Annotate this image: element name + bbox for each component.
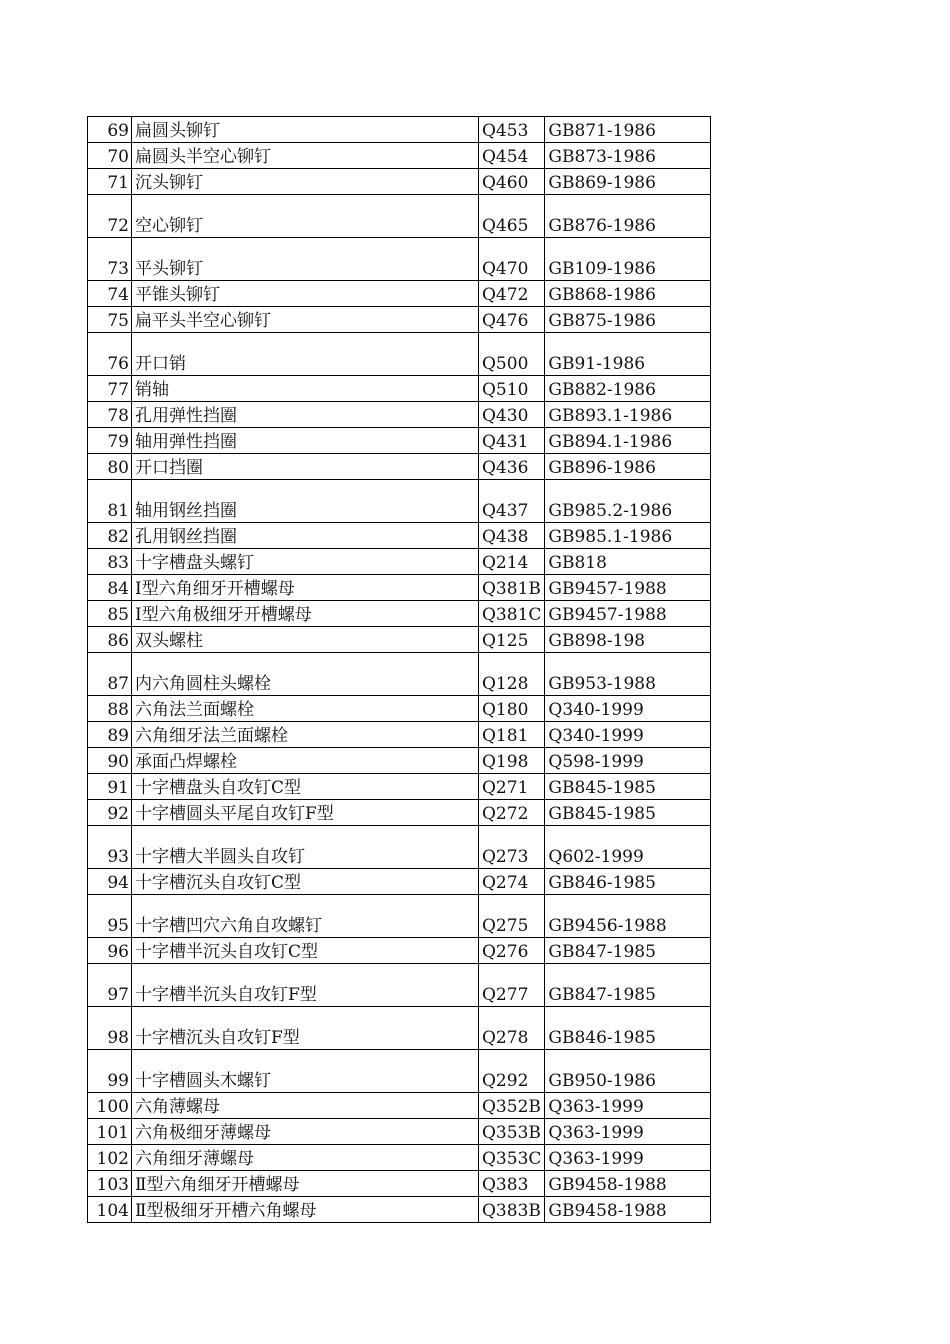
standard-cell: GB845-1985 (545, 774, 711, 800)
table-row (88, 895, 711, 938)
part-name-cell: 平头铆钉 (132, 238, 479, 281)
part-name-cell: 十字槽盘头自攻钉C型 (132, 774, 479, 800)
row-number-cell: 73 (88, 238, 132, 281)
row-number-cell: 71 (88, 169, 132, 195)
part-code-cell: Q460 (479, 169, 545, 195)
part-code-cell: Q381B (479, 575, 545, 601)
part-code-cell: Q271 (479, 774, 545, 800)
table-row (88, 549, 711, 575)
row-number-cell: 88 (88, 696, 132, 722)
part-name-cell: 沉头铆钉 (132, 169, 479, 195)
table-row (88, 653, 711, 696)
part-code-cell: Q431 (479, 428, 545, 454)
part-name-cell: 扁圆头铆钉 (132, 117, 479, 143)
part-name-cell: 十字槽沉头自攻钉F型 (132, 1007, 479, 1050)
part-name-cell: Ⅱ型六角细牙开槽螺母 (132, 1171, 479, 1197)
row-number-cell: 83 (88, 549, 132, 575)
part-name-cell: 开口销 (132, 333, 479, 376)
table-row (88, 601, 711, 627)
standard-cell: GB868-1986 (545, 281, 711, 307)
row-number-cell: 99 (88, 1050, 132, 1093)
part-name-cell: 平锥头铆钉 (132, 281, 479, 307)
part-name-cell: 承面凸焊螺栓 (132, 748, 479, 774)
standard-cell: GB845-1985 (545, 800, 711, 826)
part-code-cell: Q277 (479, 964, 545, 1007)
standard-cell: Q363-1999 (545, 1119, 711, 1145)
part-name-cell: 扁圆头半空心铆钉 (132, 143, 479, 169)
row-number-cell: 75 (88, 307, 132, 333)
table-row (88, 800, 711, 826)
row-number-cell: 101 (88, 1119, 132, 1145)
part-name-cell: 开口挡圈 (132, 454, 479, 480)
part-name-cell: 孔用弹性挡圈 (132, 402, 479, 428)
part-name-cell: 十字槽半沉头自攻钉C型 (132, 938, 479, 964)
part-code-cell: Q470 (479, 238, 545, 281)
standard-cell: GB846-1985 (545, 869, 711, 895)
part-name-cell: 十字槽大半圆头自攻钉 (132, 826, 479, 869)
standard-cell: GB875-1986 (545, 307, 711, 333)
row-number-cell: 84 (88, 575, 132, 601)
table-row (88, 696, 711, 722)
row-number-cell: 78 (88, 402, 132, 428)
part-code-cell: Q353B (479, 1119, 545, 1145)
row-number-cell: 77 (88, 376, 132, 402)
part-code-cell: Q128 (479, 653, 545, 696)
parts-table (87, 116, 711, 1223)
standard-cell: GB893.1-1986 (545, 402, 711, 428)
standard-cell: GB985.2-1986 (545, 480, 711, 523)
standard-cell: GB869-1986 (545, 169, 711, 195)
standard-cell: GB9457-1988 (545, 575, 711, 601)
table-row (88, 627, 711, 653)
part-name-cell: Ⅰ型六角极细牙开槽螺母 (132, 601, 479, 627)
standard-cell: GB896-1986 (545, 454, 711, 480)
part-code-cell: Q453 (479, 117, 545, 143)
part-name-cell: 双头螺柱 (132, 627, 479, 653)
standard-cell: GB953-1988 (545, 653, 711, 696)
standard-cell: GB9456-1988 (545, 895, 711, 938)
standard-cell: GB847-1985 (545, 938, 711, 964)
standard-cell: GB109-1986 (545, 238, 711, 281)
standard-cell: GB818 (545, 549, 711, 575)
part-code-cell: Q180 (479, 696, 545, 722)
row-number-cell: 81 (88, 480, 132, 523)
table-row (88, 454, 711, 480)
standard-cell: GB91-1986 (545, 333, 711, 376)
standard-cell: Q340-1999 (545, 722, 711, 748)
part-name-cell: 六角极细牙薄螺母 (132, 1119, 479, 1145)
row-number-cell: 86 (88, 627, 132, 653)
table-row (88, 117, 711, 143)
row-number-cell: 98 (88, 1007, 132, 1050)
part-name-cell: Ⅱ型极细牙开槽六角螺母 (132, 1197, 479, 1223)
table-row (88, 333, 711, 376)
standard-cell: GB9458-1988 (545, 1171, 711, 1197)
part-name-cell: 扁平头半空心铆钉 (132, 307, 479, 333)
standard-cell: GB873-1986 (545, 143, 711, 169)
part-name-cell: 空心铆钉 (132, 195, 479, 238)
part-code-cell: Q275 (479, 895, 545, 938)
standard-cell: GB846-1985 (545, 1007, 711, 1050)
table-row (88, 1119, 711, 1145)
part-code-cell: Q198 (479, 748, 545, 774)
table-row (88, 869, 711, 895)
standard-cell: GB9457-1988 (545, 601, 711, 627)
row-number-cell: 85 (88, 601, 132, 627)
table-row (88, 480, 711, 523)
part-name-cell: 轴用钢丝挡圈 (132, 480, 479, 523)
part-name-cell: Ⅰ型六角细牙开槽螺母 (132, 575, 479, 601)
row-number-cell: 103 (88, 1171, 132, 1197)
row-number-cell: 80 (88, 454, 132, 480)
part-name-cell: 十字槽盘头螺钉 (132, 549, 479, 575)
row-number-cell: 100 (88, 1093, 132, 1119)
part-code-cell: Q383 (479, 1171, 545, 1197)
part-name-cell: 孔用钢丝挡圈 (132, 523, 479, 549)
table-row (88, 376, 711, 402)
table-row (88, 402, 711, 428)
standard-cell: GB876-1986 (545, 195, 711, 238)
row-number-cell: 94 (88, 869, 132, 895)
table-row (88, 1007, 711, 1050)
table-row (88, 938, 711, 964)
part-code-cell: Q181 (479, 722, 545, 748)
part-name-cell: 内六角圆柱头螺栓 (132, 653, 479, 696)
standard-cell: GB847-1985 (545, 964, 711, 1007)
part-code-cell: Q437 (479, 480, 545, 523)
standard-cell: Q602-1999 (545, 826, 711, 869)
row-number-cell: 96 (88, 938, 132, 964)
table-row (88, 1093, 711, 1119)
part-code-cell: Q274 (479, 869, 545, 895)
parts-table-body (88, 117, 711, 1223)
part-code-cell: Q510 (479, 376, 545, 402)
part-code-cell: Q278 (479, 1007, 545, 1050)
part-name-cell: 十字槽圆头平尾自攻钉F型 (132, 800, 479, 826)
table-row (88, 307, 711, 333)
table-row (88, 428, 711, 454)
row-number-cell: 93 (88, 826, 132, 869)
standard-cell: GB871-1986 (545, 117, 711, 143)
part-name-cell: 十字槽沉头自攻钉C型 (132, 869, 479, 895)
row-number-cell: 69 (88, 117, 132, 143)
part-code-cell: Q500 (479, 333, 545, 376)
table-row (88, 195, 711, 238)
part-code-cell: Q352B (479, 1093, 545, 1119)
row-number-cell: 104 (88, 1197, 132, 1223)
row-number-cell: 91 (88, 774, 132, 800)
part-name-cell: 六角法兰面螺栓 (132, 696, 479, 722)
standard-cell: Q363-1999 (545, 1145, 711, 1171)
table-row (88, 281, 711, 307)
part-code-cell: Q276 (479, 938, 545, 964)
table-row (88, 1050, 711, 1093)
table-row (88, 1197, 711, 1223)
row-number-cell: 87 (88, 653, 132, 696)
table-row (88, 748, 711, 774)
table-row (88, 1145, 711, 1171)
part-name-cell: 六角细牙薄螺母 (132, 1145, 479, 1171)
row-number-cell: 74 (88, 281, 132, 307)
standard-cell: GB894.1-1986 (545, 428, 711, 454)
row-number-cell: 95 (88, 895, 132, 938)
row-number-cell: 70 (88, 143, 132, 169)
part-code-cell: Q353C (479, 1145, 545, 1171)
standard-cell: GB985.1-1986 (545, 523, 711, 549)
row-number-cell: 79 (88, 428, 132, 454)
part-code-cell: Q273 (479, 826, 545, 869)
part-code-cell: Q454 (479, 143, 545, 169)
table-row (88, 964, 711, 1007)
part-code-cell: Q272 (479, 800, 545, 826)
part-code-cell: Q383B (479, 1197, 545, 1223)
part-name-cell: 六角薄螺母 (132, 1093, 479, 1119)
part-name-cell: 十字槽凹穴六角自攻螺钉 (132, 895, 479, 938)
part-code-cell: Q214 (479, 549, 545, 575)
standard-cell: GB882-1986 (545, 376, 711, 402)
part-code-cell: Q292 (479, 1050, 545, 1093)
row-number-cell: 89 (88, 722, 132, 748)
part-name-cell: 十字槽半沉头自攻钉F型 (132, 964, 479, 1007)
part-code-cell: Q476 (479, 307, 545, 333)
table-row (88, 722, 711, 748)
part-code-cell: Q465 (479, 195, 545, 238)
part-name-cell: 六角细牙法兰面螺栓 (132, 722, 479, 748)
table-row (88, 1171, 711, 1197)
standard-cell: GB950-1986 (545, 1050, 711, 1093)
table-row (88, 575, 711, 601)
standard-cell: Q340-1999 (545, 696, 711, 722)
table-row (88, 238, 711, 281)
part-name-cell: 销轴 (132, 376, 479, 402)
row-number-cell: 72 (88, 195, 132, 238)
part-code-cell: Q472 (479, 281, 545, 307)
standard-cell: GB9458-1988 (545, 1197, 711, 1223)
table-row (88, 169, 711, 195)
standard-cell: Q598-1999 (545, 748, 711, 774)
part-code-cell: Q381C (479, 601, 545, 627)
standard-cell: GB898-198 (545, 627, 711, 653)
row-number-cell: 102 (88, 1145, 132, 1171)
part-code-cell: Q438 (479, 523, 545, 549)
table-row (88, 826, 711, 869)
table-row (88, 143, 711, 169)
row-number-cell: 82 (88, 523, 132, 549)
row-number-cell: 76 (88, 333, 132, 376)
part-code-cell: Q125 (479, 627, 545, 653)
table-row (88, 774, 711, 800)
part-code-cell: Q436 (479, 454, 545, 480)
part-name-cell: 十字槽圆头木螺钉 (132, 1050, 479, 1093)
standard-cell: Q363-1999 (545, 1093, 711, 1119)
table-row (88, 523, 711, 549)
part-name-cell: 轴用弹性挡圈 (132, 428, 479, 454)
part-code-cell: Q430 (479, 402, 545, 428)
row-number-cell: 92 (88, 800, 132, 826)
row-number-cell: 90 (88, 748, 132, 774)
row-number-cell: 97 (88, 964, 132, 1007)
